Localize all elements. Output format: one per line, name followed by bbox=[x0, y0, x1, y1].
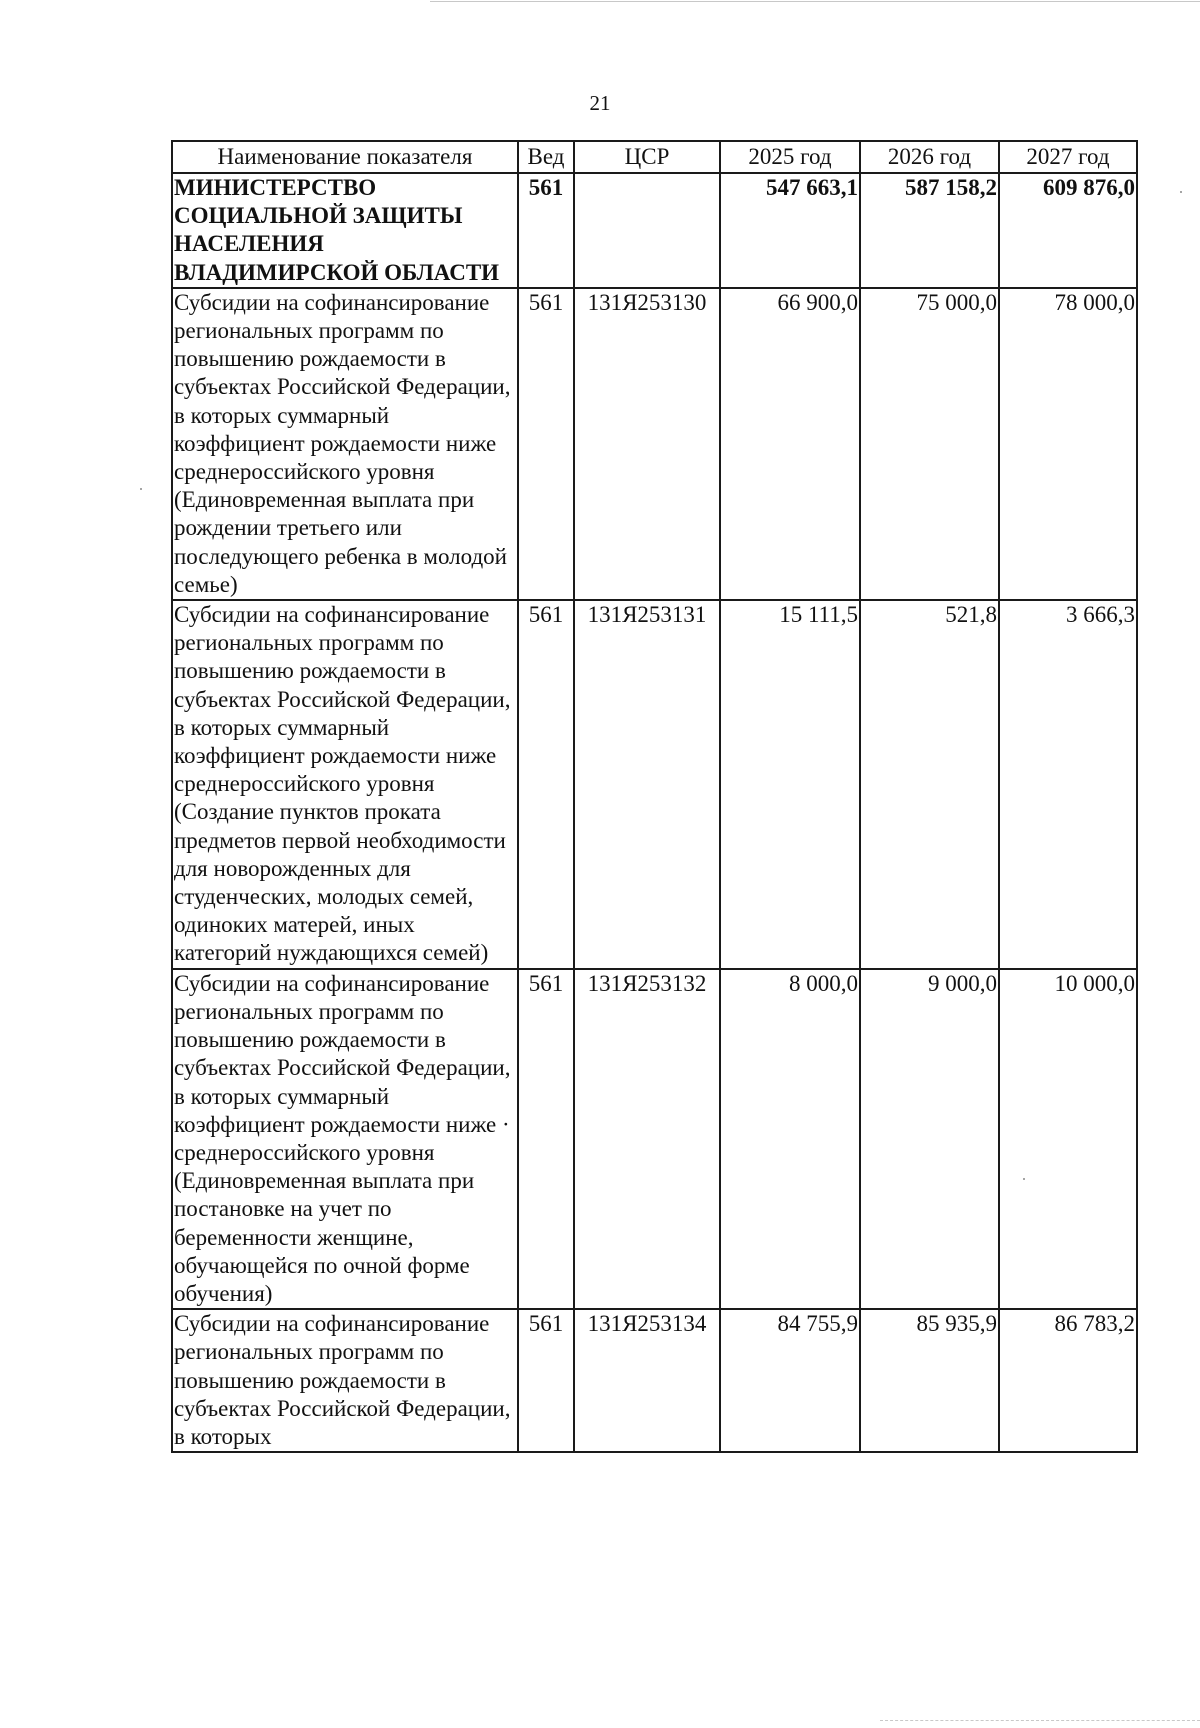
row-name: Субсидии на софинансирование региональных программ по повышению рождаемости в субъектах Российской Федерации, в которых bbox=[172, 1309, 518, 1452]
row-2025: 15 111,5 bbox=[720, 600, 860, 969]
row-2025: 84 755,9 bbox=[720, 1309, 860, 1452]
row-2027: 10 000,0 bbox=[999, 969, 1137, 1309]
budget-table bbox=[171, 140, 1138, 1453]
row-csr: 131Я253131 bbox=[574, 600, 720, 969]
table-row bbox=[172, 288, 1137, 600]
row-csr: 131Я253134 bbox=[574, 1309, 720, 1452]
table-row bbox=[172, 600, 1137, 969]
table-row bbox=[172, 1309, 1137, 1452]
row-name: МИНИСТЕРСТВО СОЦИАЛЬНОЙ ЗАЩИТЫ НАСЕЛЕНИЯ ВЛАДИМИРСКОЙ ОБЛАСТИ bbox=[172, 173, 518, 288]
row-ved: 561 bbox=[518, 600, 574, 969]
row-csr bbox=[574, 173, 720, 288]
row-2026: 75 000,0 bbox=[860, 288, 999, 600]
row-2026: 85 935,9 bbox=[860, 1309, 999, 1452]
table-row bbox=[172, 969, 1137, 1309]
row-csr: 131Я253132 bbox=[574, 969, 720, 1309]
row-2026: 587 158,2 bbox=[860, 173, 999, 288]
row-2027: 3 666,3 bbox=[999, 600, 1137, 969]
table-row-ministry bbox=[172, 173, 1137, 288]
row-csr: 131Я253130 bbox=[574, 288, 720, 600]
row-name: Субсидии на софинансирование региональных программ по повышению рождаемости в субъектах Российской Федерации, в которых суммарный коэффициент рождаемости ниже среднероссийского уровня (Единовременная выплата при рождении третьего или последующего ребенка в молодой семье) bbox=[172, 288, 518, 600]
row-ved: 561 bbox=[518, 1309, 574, 1452]
scan-speck bbox=[1180, 191, 1182, 193]
row-2025: 8 000,0 bbox=[720, 969, 860, 1309]
header-ved: Вед bbox=[518, 141, 574, 173]
row-2026: 9 000,0 bbox=[860, 969, 999, 1309]
header-2027: 2027 год bbox=[999, 141, 1137, 173]
table-header-row bbox=[172, 141, 1137, 173]
row-2026: 521,8 bbox=[860, 600, 999, 969]
scan-top-edge bbox=[430, 1, 1200, 2]
header-2025: 2025 год bbox=[720, 141, 860, 173]
row-name: Субсидии на софинансирование региональных программ по повышению рождаемости в субъектах Российской Федерации, в которых суммарный коэффициент рождаемости ниже · среднероссийского уровня (Единовременная выплата при постановке на учет по беременности женщине, обучающейся по очной форме обучения) bbox=[172, 969, 518, 1309]
page-number: 21 bbox=[589, 91, 611, 115]
header-2026: 2026 год bbox=[860, 141, 999, 173]
row-ved: 561 bbox=[518, 969, 574, 1309]
row-2025: 547 663,1 bbox=[720, 173, 860, 288]
header-csr: ЦСР bbox=[574, 141, 720, 173]
row-2027: 86 783,2 bbox=[999, 1309, 1137, 1452]
row-ved: 561 bbox=[518, 173, 574, 288]
scan-speck bbox=[1023, 1178, 1025, 1180]
scan-speck bbox=[140, 488, 142, 490]
row-2027: 78 000,0 bbox=[999, 288, 1137, 600]
scan-bottom-edge bbox=[880, 1720, 1200, 1721]
row-name: Субсидии на софинансирование региональных программ по повышению рождаемости в субъектах Российской Федерации, в которых суммарный коэффициент рождаемости ниже среднероссийского уровня (Создание пунктов проката предметов первой необходимости для новорожденных для студенческих, молодых семей, одиноких матерей, иных категорий нуждающихся семей) bbox=[172, 600, 518, 969]
row-ved: 561 bbox=[518, 288, 574, 600]
row-2027: 609 876,0 bbox=[999, 173, 1137, 288]
row-2025: 66 900,0 bbox=[720, 288, 860, 600]
header-name: Наименование показателя bbox=[172, 141, 518, 173]
